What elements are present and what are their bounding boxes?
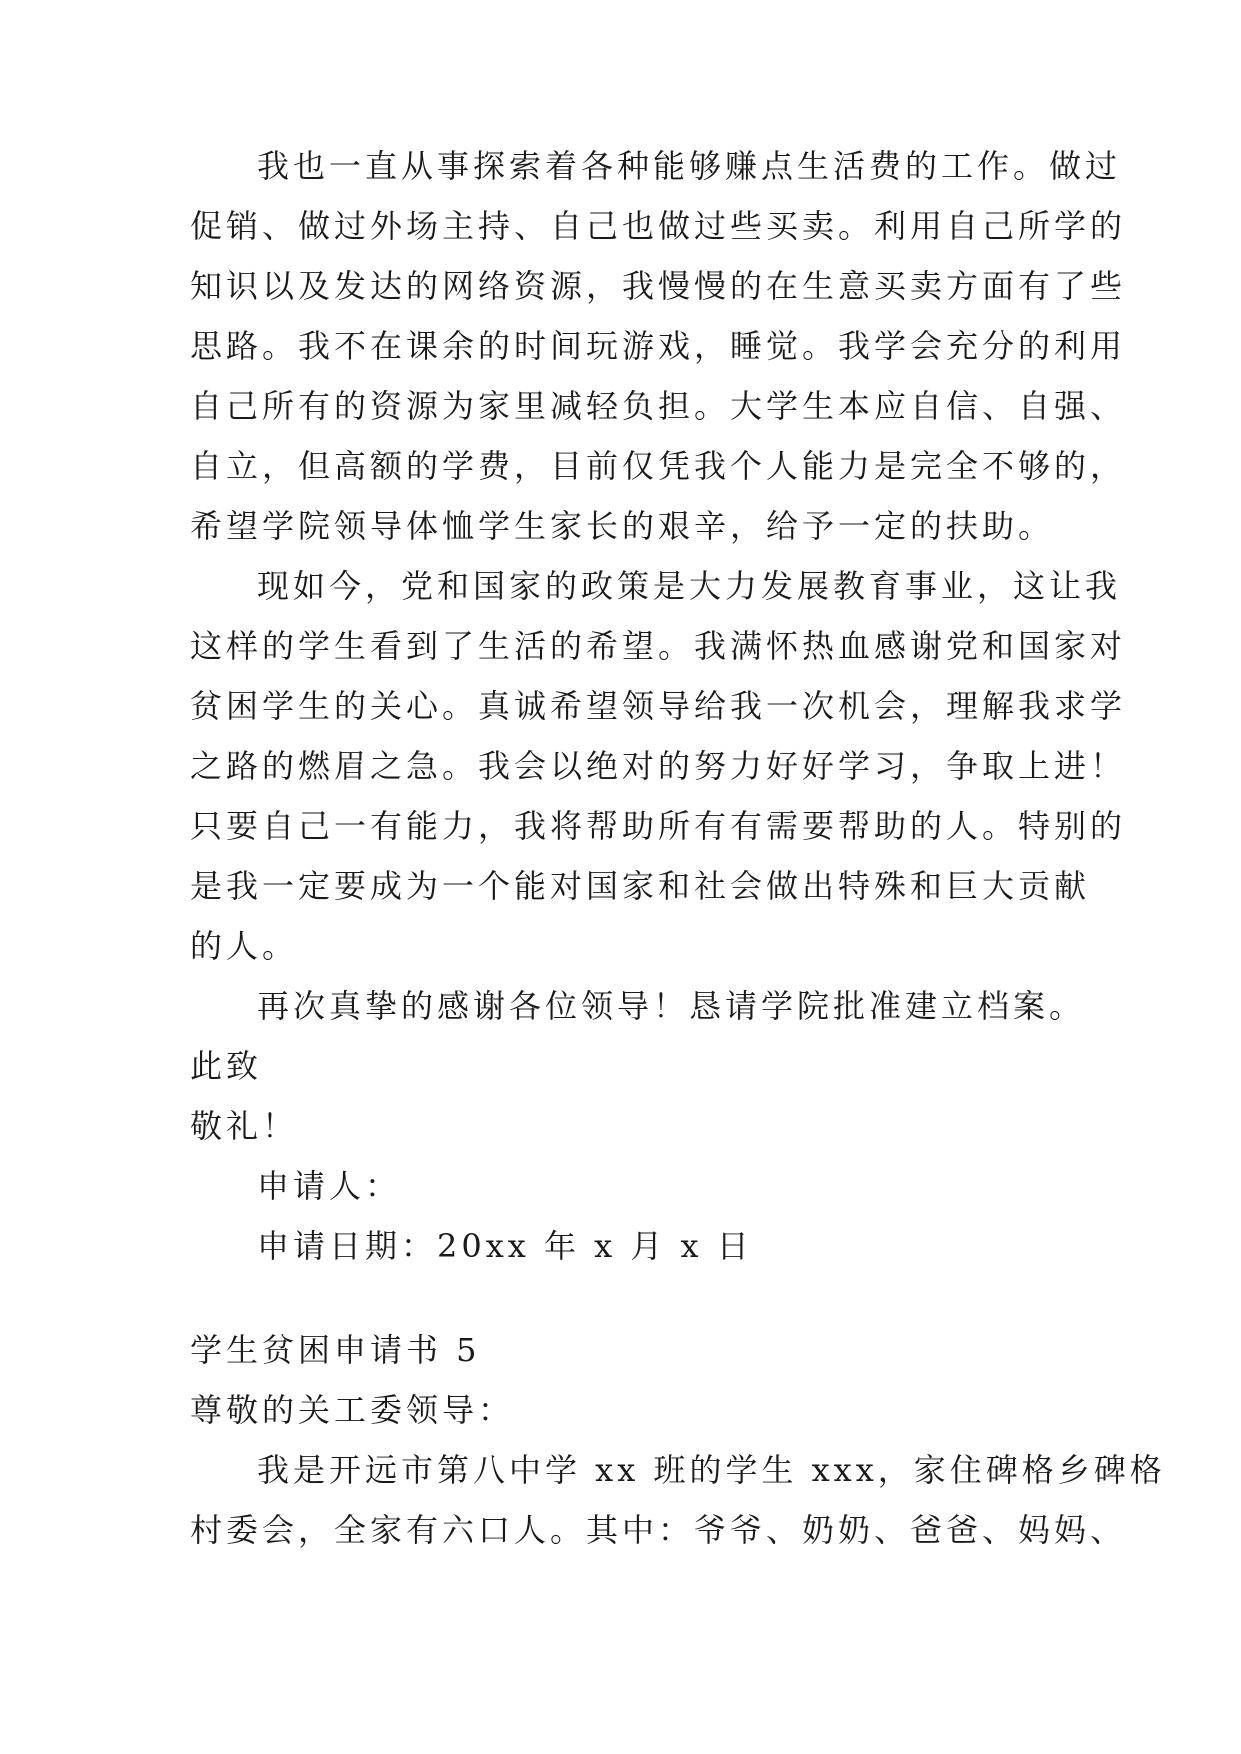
paragraph-line: 之路的燃眉之急。我会以绝对的努力好好学习，争取上进！ xyxy=(190,747,1127,785)
paragraph-line: 希望学院领导体恤学生家长的艰辛，给予一定的扶助。 xyxy=(190,507,1055,545)
paragraph-line: 知识以及发达的网络资源，我慢慢的在生意买卖方面有了些 xyxy=(190,267,1127,305)
application-date: 申请日期：20xx 年 x 月 x 日 xyxy=(257,1227,753,1265)
closing-salutation: 此致 xyxy=(190,1047,263,1085)
paragraph-line: 村委会，全家有六口人。其中：爷爷、奶奶、爸爸、妈妈、 xyxy=(190,1511,1127,1549)
paragraph-line: 只要自己一有能力，我将帮助所有有需要帮助的人。特别的 xyxy=(190,807,1127,845)
paragraph-line: 贫困学生的关心。真诚希望领导给我一次机会，理解我求学 xyxy=(190,687,1127,725)
paragraph-1 xyxy=(190,136,1127,556)
paragraph-line: 我是开远市第八中学 xx 班的学生 xxx，家住碑格乡碑格 xyxy=(257,1451,1166,1489)
thanks-line: 再次真挚的感谢各位领导！恳请学院批准建立档案。 xyxy=(257,987,1086,1025)
closing-block xyxy=(190,976,1086,1276)
paragraph-2 xyxy=(190,556,1127,976)
paragraph-line: 自立，但高额的学费，目前仅凭我个人能力是完全不够的， xyxy=(190,447,1127,485)
paragraph-line: 自己所有的资源为家里减轻负担。大学生本应自信、自强、 xyxy=(190,387,1127,425)
paragraph-line: 现如今，党和国家的政策是大力发展教育事业，这让我 xyxy=(257,567,1122,605)
paragraph-line: 思路。我不在课余的时间玩游戏，睡觉。我学会充分的利用 xyxy=(190,327,1127,365)
letter-salutation: 尊敬的关工委领导： xyxy=(190,1391,515,1429)
next-letter xyxy=(190,1320,1166,1560)
paragraph-line: 是我一定要成为一个能对国家和社会做出特殊和巨大贡献 xyxy=(190,867,1091,905)
applicant-label: 申请人： xyxy=(257,1167,402,1205)
paragraph-line: 的人。 xyxy=(190,927,299,965)
letter-title: 学生贫困申请书 5 xyxy=(190,1331,481,1369)
paragraph-line: 这样的学生看到了生活的希望。我满怀热血感谢党和国家对 xyxy=(190,627,1127,665)
paragraph-line: 我也一直从事探索着各种能够赚点生活费的工作。做过 xyxy=(257,147,1122,185)
closing-regards: 敬礼！ xyxy=(190,1107,299,1145)
paragraph-line: 促销、做过外场主持、自己也做过些买卖。利用自己所学的 xyxy=(190,207,1127,245)
